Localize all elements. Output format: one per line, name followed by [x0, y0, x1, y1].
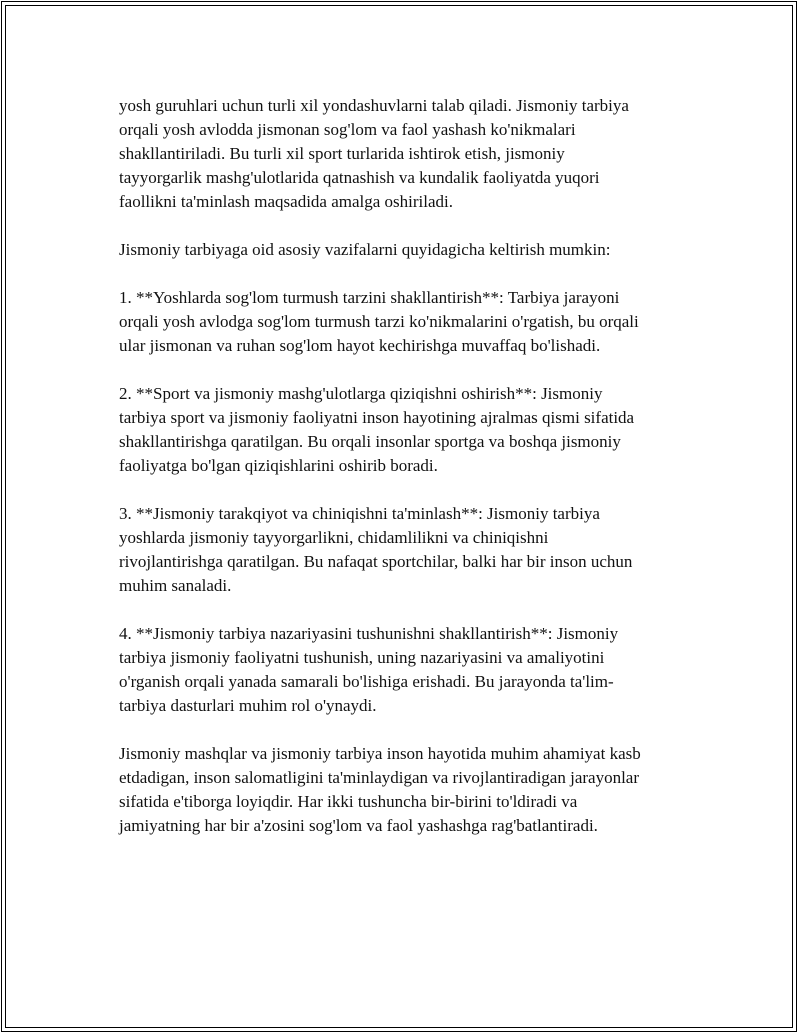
paragraph [119, 502, 699, 598]
text-line: jamiyatning har bir a'zosini sog'lom va faol yashashga rag'batlantiradi. [119, 816, 598, 835]
text-line: muhim sanaladi. [119, 576, 232, 595]
paragraph [119, 742, 699, 838]
text-line: 1. **Yoshlarda sog'lom turmush tarzini shakllantirish**: Tarbiya jarayoni [119, 288, 620, 307]
text-line: faoliyatga bo'lgan qiziqishlarini oshirib boradi. [119, 456, 438, 475]
text-line: Jismoniy mashqlar va jismoniy tarbiya inson hayotida muhim ahamiyat kasb [119, 744, 641, 763]
text-line: Jismoniy tarbiyaga oid asosiy vazifalarni quyidagicha keltirish mumkin: [119, 240, 611, 259]
text-line: orqali yosh avlodga sog'lom turmush tarzi ko'nikmalarini o'rgatish, bu orqali [119, 312, 639, 331]
text-line: rivojlantirishga qaratilgan. Bu nafaqat sportchilar, balki har bir inson uchun [119, 552, 633, 571]
text-line: faollikni ta'minlash maqsadida amalga oshiriladi. [119, 192, 454, 211]
text-line: 4. **Jismoniy tarbiya nazariyasini tushunishni shakllantirish**: Jismoniy [119, 624, 619, 643]
paragraph [119, 622, 699, 718]
text-line: tarbiya dasturlari muhim rol o'ynaydi. [119, 696, 377, 715]
text-line: 2. **Sport va jismoniy mashg'ulotlarga qiziqishni oshirish**: Jismoniy [119, 384, 603, 403]
text-line: yosh guruhlari uchun turli xil yondashuvlarni talab qiladi. Jismoniy tarbiya [119, 96, 629, 115]
document-body [119, 94, 699, 862]
text-line: ular jismonan va ruhan sog'lom hayot kechirishga muvaffaq bo'lishadi. [119, 336, 601, 355]
text-line: sifatida e'tiborga loyiqdir. Har ikki tushuncha bir-birini to'ldiradi va [119, 792, 578, 811]
text-line: shakllantirishga qaratilgan. Bu orqali insonlar sportga va boshqa jismoniy [119, 432, 621, 451]
paragraph [119, 238, 699, 262]
paragraph [119, 286, 699, 358]
document-page [1, 1, 797, 1032]
text-line: yoshlarda jismoniy tayyorgarlikni, chidamlilikni va chiniqishni [119, 528, 549, 547]
text-line: orqali yosh avlodda jismonan sog'lom va faol yashash ko'nikmalari [119, 120, 576, 139]
text-line: tarbiya jismoniy faoliyatni tushunish, uning nazariyasini va amaliyotini [119, 648, 605, 667]
text-line: 3. **Jismoniy tarakqiyot va chiniqishni ta'minlash**: Jismoniy tarbiya [119, 504, 600, 523]
text-line: shakllantiriladi. Bu turli xil sport turlarida ishtirok etish, jismoniy [119, 144, 565, 163]
paragraph [119, 94, 699, 214]
text-line: tayyorgarlik mashg'ulotlarida qatnashish va kundalik faoliyatda yuqori [119, 168, 600, 187]
text-line: etdadigan, inson salomatligini ta'minlaydigan va rivojlantiradigan jarayonlar [119, 768, 640, 787]
paragraph [119, 382, 699, 478]
text-line: tarbiya sport va jismoniy faoliyatni inson hayotining ajralmas qismi sifatida [119, 408, 635, 427]
text-line: o'rganish orqali yanada samarali bo'lishiga erishadi. Bu jarayonda ta'lim- [119, 672, 614, 691]
